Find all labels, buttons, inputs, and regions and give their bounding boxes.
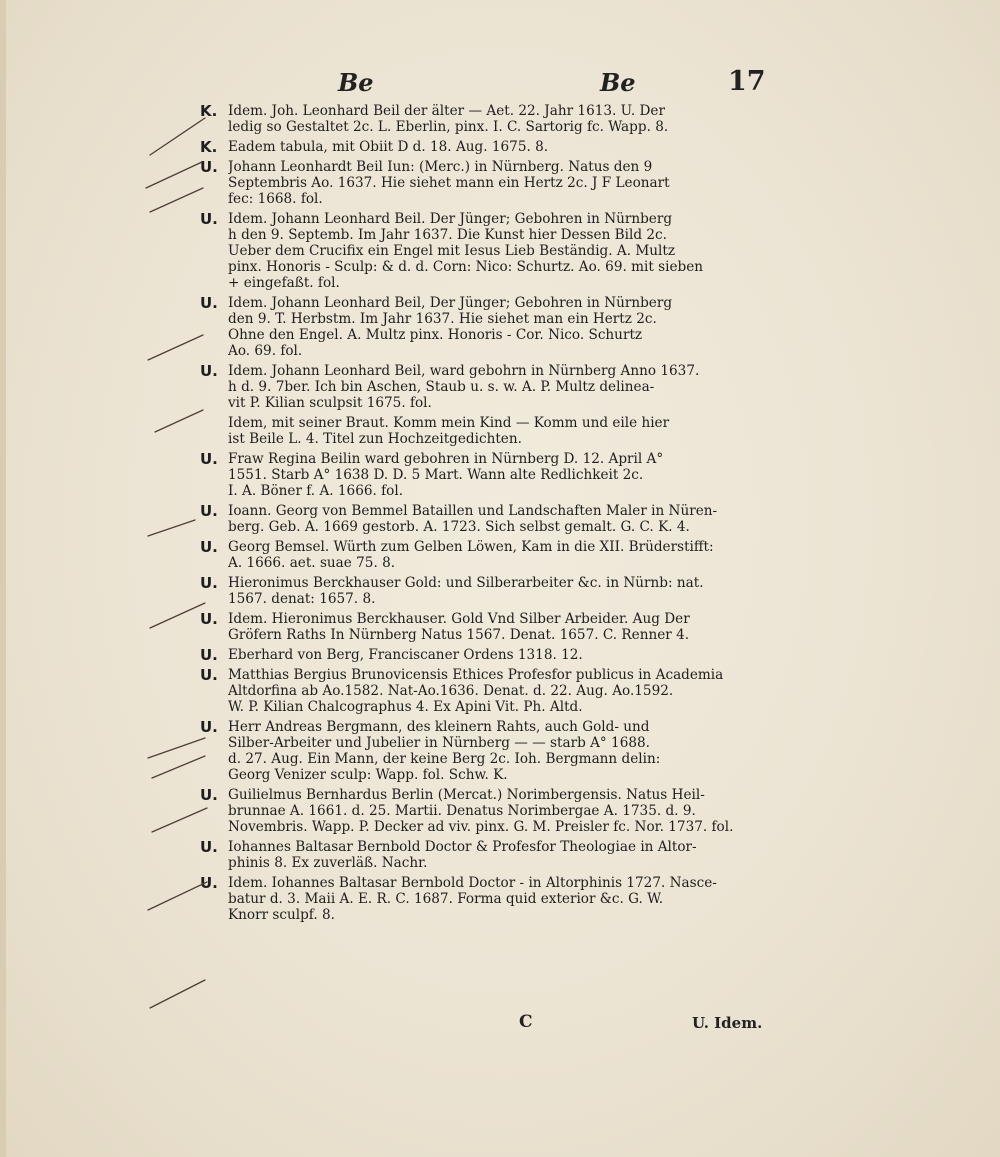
pen-stroke [148, 335, 203, 360]
page-footer [0, 1012, 1000, 1036]
entry-marker: U. [200, 362, 218, 380]
entry-marker: U. [200, 666, 218, 684]
entry-marker: U. [200, 838, 218, 856]
catalog-entries [200, 103, 765, 927]
entry-line: Idem. Iohannes Baltasar Bernbold Doctor - in Altorphinis 1727. Nasce- [228, 875, 717, 891]
entry-line: Idem. Joh. Leonhard Beil der älter — Aet. 22. Jahr 1613. U. Der [228, 103, 665, 119]
signature-mark: C [519, 1012, 533, 1032]
entry-line: berg. Geb. A. 1669 gestorb. A. 1723. Sich selbst gemalt. G. C. K. 4. [228, 519, 690, 535]
entry-line: Altdorfina ab Ao.1582. Nat-Ao.1636. Denat. d. 22. Aug. Ao.1592. [228, 683, 674, 699]
catchword: U. Idem. [692, 1014, 763, 1032]
entry-line: Idem. Hieronimus Berckhauser. Gold Vnd Silber Arbeider. Aug Der [228, 611, 690, 627]
entry-line: fec: 1668. fol. [228, 191, 323, 207]
entry-line: Ao. 69. fol. [228, 343, 303, 359]
entry-marker: U. [200, 538, 218, 556]
catalog-entry [200, 415, 765, 447]
catalog-entry [200, 159, 765, 207]
entry-line: 1567. denat: 1657. 8. [228, 591, 376, 607]
catalog-entry [200, 503, 765, 535]
entry-line: Guilielmus Bernhardus Berlin (Mercat.) Norimbergensis. Natus Heil- [228, 787, 705, 803]
pen-stroke [148, 738, 205, 758]
catalog-entry [200, 211, 765, 291]
entry-marker: U. [200, 502, 218, 520]
entry-line: d. 27. Aug. Ein Mann, der keine Berg 2c. Ioh. Bergmann delin: [228, 751, 661, 767]
catalog-entry [200, 539, 765, 571]
catalog-entry [200, 719, 765, 783]
catalog-entry [200, 667, 765, 715]
catalog-entry [200, 363, 765, 411]
entry-line: + eingefaßt. fol. [228, 275, 340, 291]
catalog-entry [200, 295, 765, 359]
entry-marker: K. [200, 102, 218, 120]
entry-line: Knorr sculpf. 8. [228, 907, 335, 923]
entry-line: phinis 8. Ex zuverläß. Nachr. [228, 855, 428, 871]
entry-line: Ioann. Georg von Bemmel Bataillen und Landschaften Maler in Nüren- [228, 503, 718, 519]
entry-line: Idem. Johann Leonhard Beil. Der Jünger; Gebohren in Nürnberg [228, 211, 673, 227]
entry-marker: U. [200, 786, 218, 804]
entry-marker: U. [200, 450, 218, 468]
entry-line: A. 1666. aet. suae 75. 8. [228, 555, 396, 571]
entry-line: W. P. Kilian Chalcographus 4. Ex Apini Vit. Ph. Altd. [228, 699, 583, 715]
entry-line: batur d. 3. Maii A. E. R. C. 1687. Forma quid exterior &c. G. W. [228, 891, 664, 907]
pen-stroke [148, 520, 195, 536]
entry-line: 1551. Starb A° 1638 D. D. 5 Mart. Wann alte Redlichkeit 2c. [228, 467, 644, 483]
catalog-entry [200, 575, 765, 607]
entry-marker: U. [200, 718, 218, 736]
entry-line: h d. 9. 7ber. Ich bin Aschen, Staub u. s. w. A. P. Multz delinea- [228, 379, 655, 395]
entry-line: ledig so Gestaltet 2c. L. Eberlin, pinx. I. C. Sartorig fc. Wapp. 8. [228, 119, 669, 135]
entry-line: pinx. Honoris - Sculp: & d. d. Corn: Nico: Schurtz. Ao. 69. mit sieben [228, 259, 704, 275]
entry-line: Eberhard von Berg, Franciscaner Ordens 1318. 12. [228, 647, 583, 663]
pen-stroke [150, 980, 205, 1008]
pen-stroke [148, 882, 207, 910]
entry-line: vit P. Kilian sculpsit 1675. fol. [228, 395, 432, 411]
entry-line: Novembris. Wapp. P. Decker ad viv. pinx. G. M. Preisler fc. Nor. 1737. fol. [228, 819, 734, 835]
catalog-entry [200, 139, 765, 155]
entry-line: Herr Andreas Bergmann, des kleinern Rahts, auch Gold- und [228, 719, 650, 735]
entry-marker: U. [200, 210, 218, 228]
catalog-entry [200, 647, 765, 663]
running-header [0, 68, 1000, 100]
entry-line: Hieronimus Berckhauser Gold: und Silberarbeiter &c. in Nürnb: nat. [228, 575, 704, 591]
pen-stroke [150, 603, 205, 628]
entry-marker: U. [200, 574, 218, 592]
entry-marker: U. [200, 294, 218, 312]
entry-line: Ohne den Engel. A. Multz pinx. Honoris - Cor. Nico. Schurtz [228, 327, 643, 343]
entry-line: Idem, mit seiner Braut. Komm mein Kind — Komm und eile hier [228, 415, 670, 431]
header-center: Be [600, 68, 636, 97]
catalog-entry [200, 787, 765, 835]
entry-line: den 9. T. Herbstm. Im Jahr 1637. Hie siehet man ein Hertz 2c. [228, 311, 657, 327]
entry-line: I. A. Böner f. A. 1666. fol. [228, 483, 404, 499]
entry-marker: K. [200, 138, 218, 156]
catalog-entry [200, 875, 765, 923]
catalog-entry [200, 103, 765, 135]
catalog-entry [200, 611, 765, 643]
entry-line: Iohannes Baltasar Bernbold Doctor & Profesfor Theologiae in Altor- [228, 839, 697, 855]
entry-line: Gröfern Raths In Nürnberg Natus 1567. Denat. 1657. C. Renner 4. [228, 627, 690, 643]
pen-stroke [150, 188, 203, 212]
entry-line: Johann Leonhardt Beil Iun: (Merc.) in Nürnberg. Natus den 9 [228, 159, 653, 175]
header-left: Be [338, 68, 374, 97]
entry-line: brunnae A. 1661. d. 25. Martii. Denatus Norimbergae A. 1735. d. 9. [228, 803, 696, 819]
entry-line: Ueber dem Crucifix ein Engel mit Iesus Lieb Beständig. A. Multz [228, 243, 675, 259]
pen-stroke [146, 162, 202, 188]
pen-stroke [152, 756, 205, 778]
pen-stroke [152, 808, 207, 832]
entry-line: Septembris Ao. 1637. Hie siehet mann ein Hertz 2c. J F Leonart [228, 175, 670, 191]
catalog-entry [200, 839, 765, 871]
entry-line: Idem. Johann Leonhard Beil, Der Jünger; Gebohren in Nürnberg [228, 295, 673, 311]
page-edge [0, 0, 6, 1157]
entry-line: Fraw Regina Beilin ward gebohren in Nürnberg D. 12. April A° [228, 451, 664, 467]
entry-line: Georg Bemsel. Würth zum Gelben Löwen, Kam in die XII. Brüderstifft: [228, 539, 714, 555]
catalog-entry [200, 451, 765, 499]
entry-line: Silber-Arbeiter und Jubelier in Nürnberg — — starb A° 1688. [228, 735, 650, 751]
entry-marker: U. [200, 158, 218, 176]
entry-marker: U. [200, 874, 218, 892]
entry-marker: U. [200, 610, 218, 628]
entry-line: h den 9. Septemb. Im Jahr 1637. Die Kunst hier Dessen Bild 2c. [228, 227, 667, 243]
entry-line: ist Beile L. 4. Titel zun Hochzeitgedichten. [228, 431, 522, 447]
entry-marker: U. [200, 646, 218, 664]
entry-line: Idem. Johann Leonhard Beil, ward gebohrn in Nürnberg Anno 1637. [228, 363, 700, 379]
entry-line: Georg Venizer sculp: Wapp. fol. Schw. K. [228, 767, 508, 783]
page-number: 17 [728, 66, 766, 97]
entry-line: Eadem tabula, mit Obiit D d. 18. Aug. 1675. 8. [228, 139, 549, 155]
entry-line: Matthias Bergius Brunovicensis Ethices Profesfor publicus in Academia [228, 667, 724, 683]
pen-stroke [155, 410, 203, 432]
pen-stroke [150, 118, 205, 155]
